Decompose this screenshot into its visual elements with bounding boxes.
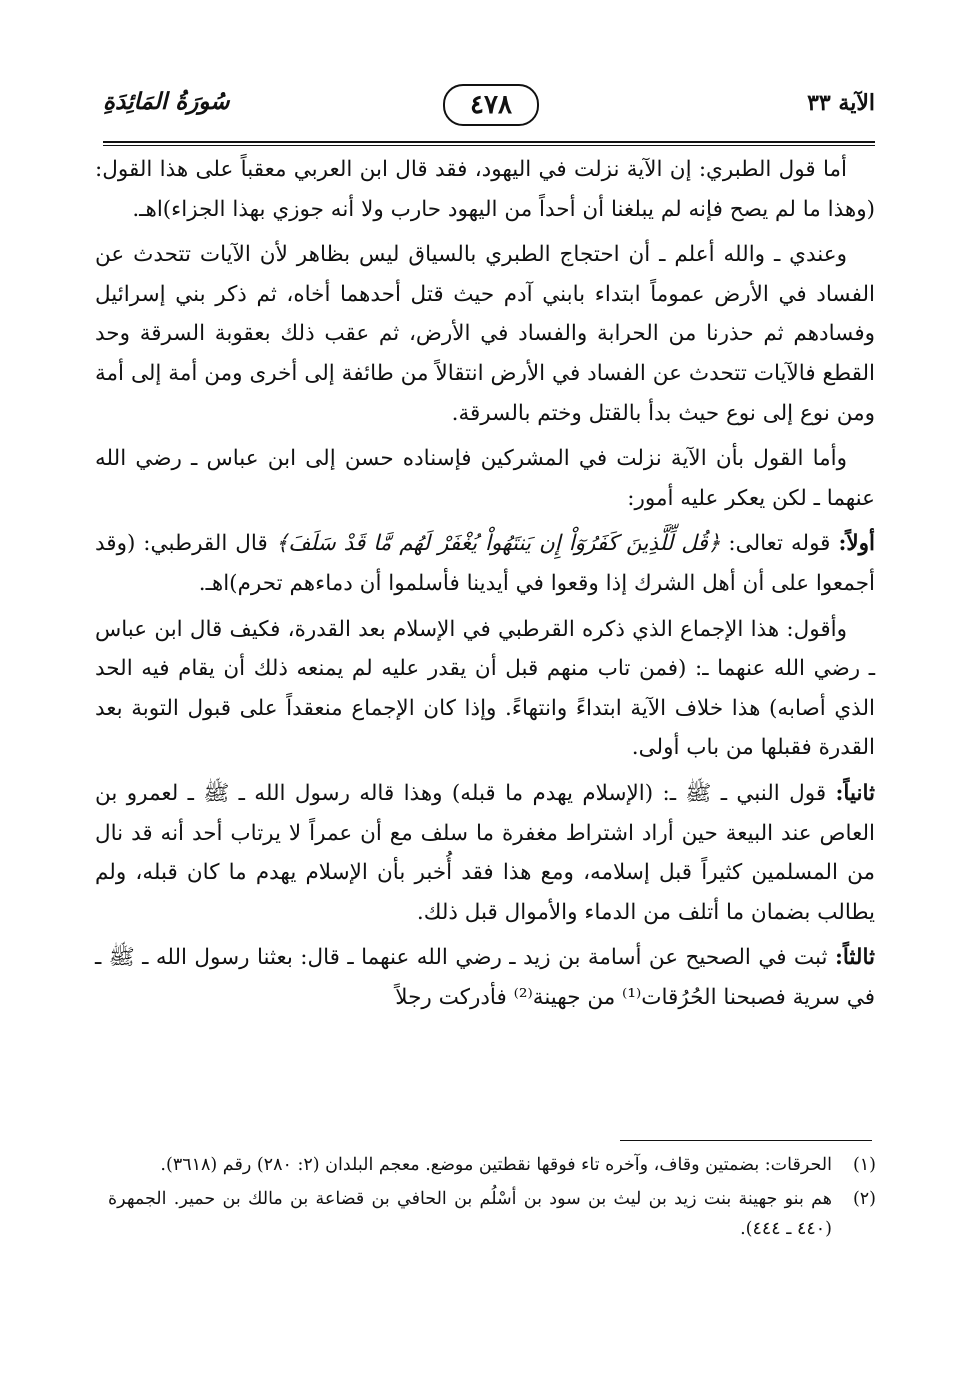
third-point-label: ثالثاً:	[834, 945, 875, 971]
footnote-item	[108, 1150, 876, 1180]
first-point-text: قال القرطبي: (وقد أجمعوا على أن أهل الشرك إذا وقعوا في أيدينا فأسلموا أن دماءهم تحرم)اهـ.	[95, 531, 875, 596]
paragraph-first	[95, 524, 875, 603]
main-text	[95, 150, 875, 1023]
first-point-intro: قوله تعالى:	[720, 531, 839, 557]
paragraph-third	[95, 938, 875, 1017]
first-point-label: أولاً:	[838, 531, 875, 557]
paragraph-second	[95, 774, 875, 932]
paragraph-mushrikin: وأما القول بأن الآية نزلت في المشركين فإسناده حسن إلى ابن عباس ـ رضي الله عنهما ـ لكن يعكر عليه أمور:	[95, 446, 875, 511]
footnote-text: الحرقات: بضمتين وقاف، وآخره تاء فوقها نقطتين موضع. معجم البلدان (٢: ٢٨٠) رقم (٣٦١٨).	[160, 1155, 832, 1175]
quran-verse: ﴿قُل لِّلَّذِينَ كَفَرُوٓاْ إِن يَنتَهُواْ يُغْفَرْ لَهُم مَّا قَدْ سَلَفَ﴾	[275, 531, 721, 557]
footnote-number: (٢)	[852, 1189, 876, 1209]
second-point-label: ثانياً:	[835, 780, 875, 806]
footnotes	[108, 1150, 876, 1248]
second-point-text: قول النبي ـ ﷺ ـ: (الإسلام يهدم ما قبله) وهذا قاله رسول الله ـ ﷺ ـ لعمرو بن العاص عند البيعة حين أراد اشتراط مغفرة ما سلف مع أن عمراً لا يرتاب أحد أنه قد نال من المسلمين كثيراً قبل إسلامه، ومع هذا فقد أُخبر بأن الإسلام يهدم ما كان قبله، ولم يطالب بضمان ما أتلف من الدماء والأموال قبل ذلك.	[95, 780, 875, 925]
paragraph-ijma: وأقول: هذا الإجماع الذي ذكره القرطبي في الإسلام بعد القدرة، فكيف قال ابن عباس ـ رضي الله عنهما ـ: (فمن تاب منهم قبل أن يقدر عليه لم يمنعه ذلك أن يقام فيه الحد الذي أصابه) هذا خلاف الآية ابتداءً وانتهاءً. وإذا كان الإجماع منعقداً على قبول التوبة بعد القدرة فقبلها من باب أولى.	[95, 616, 875, 761]
page-number: ٤٧٨	[443, 84, 539, 126]
page-header	[103, 84, 875, 128]
footnote-divider	[620, 1140, 872, 1141]
paragraph-context: وعندي ـ والله أعلم ـ أن احتجاج الطبري بالسياق ليس بظاهر لأن الآيات تتحدث عن الفساد في الأرض عموماً ابتداء بابني آدم حيث قتل أحدهما أخاه، ثم ذكر بني إسرائيل وفسادهم ثم حذرنا من الحرابة والفساد في الأرض، ثم عقب ذلك بعقوبة السرقة وحد القطع فالآيات تتحدث عن الفساد في الأرض انتقالاً من طائفة إلى أخرى ومن أمة إلى أمة ومن نوع إلى نوع حيث بدأ بالقتل وختم بالسرقة.	[95, 242, 875, 426]
footnote-number: (١)	[852, 1155, 876, 1175]
verse-label: الآية ٣٣	[807, 90, 875, 116]
paragraph-tabari: أما قول الطبري: إن الآية نزلت في اليهود، فقد قال ابن العربي معقباً على هذا القول: (وهذا ما لم يصح فإنه لم يبلغنا أن أحداً من اليهود حارب ولا أنه جوزي بهذا الجزاء)اهـ.	[95, 157, 875, 222]
header-divider	[103, 141, 875, 143]
footnote-item	[108, 1184, 876, 1244]
surah-name: سُورَةُ المَائِدَةِ	[103, 88, 230, 115]
header-divider-thin	[103, 145, 875, 146]
third-point-text: ثبت في الصحيح عن أسامة بن زيد ـ رضي الله عنهما ـ قال: بعثنا رسول الله ـ ﷺ ـ في سرية فصبحنا الحُرُقات⁽¹⁾ من جهينة⁽²⁾ فأدركت رجلاً	[95, 945, 875, 1010]
footnote-text: هم بنو جهينة بنت زيد بن ليث بن سود بن أسْلُم بن الحافي بن قضاعة بن مالك بن حمير. الجمهرة (٤٤٠ ـ ٤٤٤).	[108, 1189, 832, 1239]
